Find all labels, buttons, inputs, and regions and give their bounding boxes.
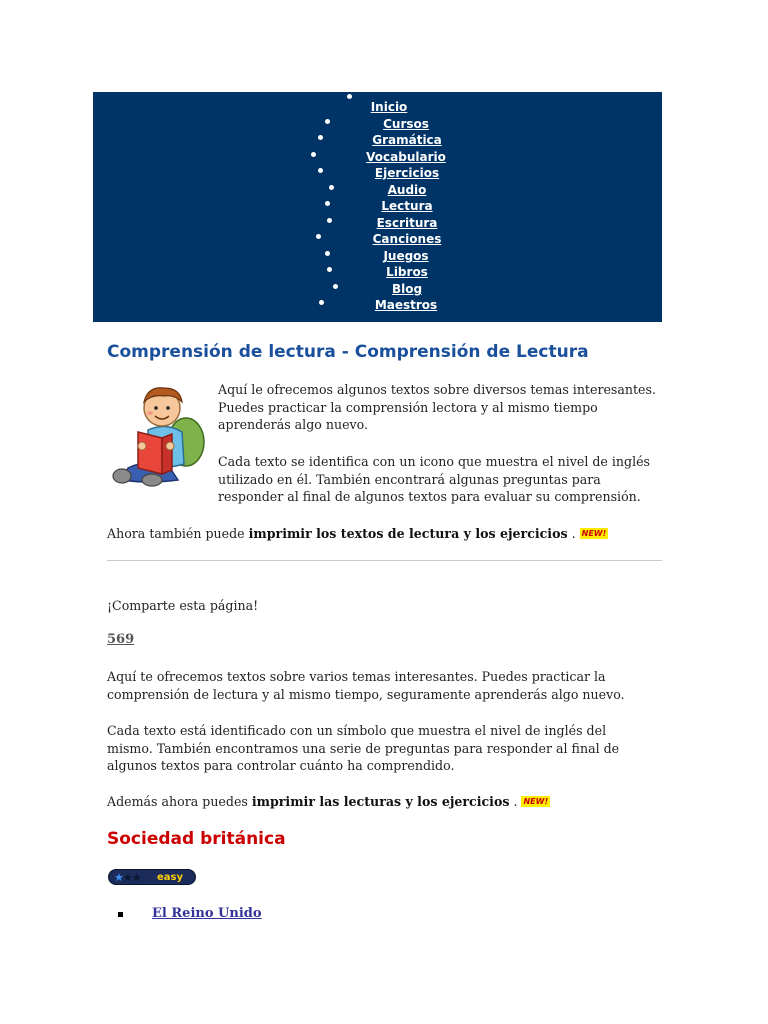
bullet-dot-icon — [319, 300, 324, 305]
bullet-dot-icon — [311, 152, 316, 157]
star-icon: ★ — [114, 871, 123, 884]
page-title: Comprensión de lectura - Comprensión de Lectura — [107, 342, 589, 362]
nav-item-9 — [93, 249, 662, 265]
nav-link[interactable]: Inicio — [370, 100, 408, 114]
bullet-dot-icon — [325, 251, 330, 256]
print-prefix: Ahora también puede — [107, 526, 249, 541]
section-title: Sociedad británica — [107, 829, 286, 849]
nav-item-7 — [93, 216, 662, 232]
bullet-dot-icon — [333, 284, 338, 289]
reading-boy-illustration — [108, 380, 212, 490]
new-badge: NEW! — [581, 529, 607, 538]
main-nav — [93, 92, 662, 322]
bullet-dot-icon — [329, 185, 334, 190]
nav-link[interactable]: Gramática — [372, 133, 442, 147]
print-link-text[interactable]: imprimir los textos de lectura y los ejercicios — [248, 526, 568, 541]
nav-link[interactable]: Lectura — [381, 199, 433, 213]
divider — [107, 560, 662, 561]
print-suffix: . — [567, 526, 576, 541]
bullet-dot-icon — [318, 135, 323, 140]
nav-item-5 — [93, 183, 662, 199]
level-label: easy — [157, 872, 184, 883]
body-paragraph-2: Cada texto está identificado con un símbolo que muestra el nivel de inglés del mismo. También encontramos una serie de preguntas para responder al final de algunos textos para controlar cuánto ha comprendido. — [107, 723, 620, 773]
nav-link[interactable]: Ejercicios — [374, 166, 440, 180]
bullet-dot-icon — [347, 94, 352, 99]
nav-link[interactable]: Canciones — [372, 232, 442, 246]
body-print-line — [107, 793, 662, 811]
nav-item-4 — [93, 166, 662, 182]
intro-print-line — [107, 525, 662, 543]
list-bullet — [118, 912, 123, 917]
nav-item-11 — [93, 282, 662, 298]
nav-link[interactable]: Juegos — [383, 249, 429, 263]
bullet-dot-icon — [327, 218, 332, 223]
level-stars-icon — [114, 870, 141, 885]
article-link-reino-unido[interactable]: El Reino Unido — [152, 906, 262, 921]
nav-item-2 — [93, 133, 662, 149]
nav-link[interactable]: Maestros — [374, 298, 438, 312]
bullet-dot-icon — [325, 201, 330, 206]
body-paragraph-1: Aquí te ofrecemos textos sobre varios temas interesantes. Puedes practicar la comprensión de lectura y al mismo tiempo, seguramente aprenderás algo nuevo. — [107, 669, 625, 702]
nav-item-10 — [93, 265, 662, 281]
nav-link[interactable]: Vocabulario — [366, 150, 446, 164]
print-link-text[interactable]: imprimir las lecturas y los ejercicios — [251, 794, 510, 809]
new-badge: NEW! — [523, 797, 549, 806]
print-prefix: Además ahora puedes — [107, 794, 252, 809]
nav-item-8 — [93, 232, 662, 248]
nav-link[interactable]: Escritura — [376, 216, 438, 230]
nav-link[interactable]: Audio — [387, 183, 427, 197]
bullet-dot-icon — [325, 119, 330, 124]
print-suffix: . — [509, 794, 518, 809]
nav-item-0 — [93, 100, 662, 116]
intro-paragraph-2: Cada texto se identifica con un icono que muestra el nivel de inglés utilizado en él. También encontrará algunas preguntas para responder al final de algunos textos para evaluar su comprensión. — [218, 454, 651, 504]
nav-link[interactable]: Libros — [386, 265, 428, 279]
nav-link[interactable]: Cursos — [383, 117, 429, 131]
bullet-dot-icon — [318, 168, 323, 173]
star-icon: ★ — [122, 871, 132, 884]
level-badge — [108, 869, 196, 885]
bullet-dot-icon — [316, 234, 321, 239]
star-icon: ★ — [131, 871, 141, 884]
intro-paragraph-1: Aquí le ofrecemos algunos textos sobre diversos temas interesantes. Puedes practicar la comprensión lectora y al mismo tiempo aprenderás algo nuevo. — [218, 382, 656, 432]
nav-item-3 — [93, 150, 662, 166]
nav-item-6 — [93, 199, 662, 215]
share-count[interactable]: 569 — [107, 632, 135, 647]
bullet-dot-icon — [327, 267, 332, 272]
nav-item-12 — [93, 298, 662, 314]
share-label: ¡Comparte esta página! — [107, 598, 259, 613]
nav-link[interactable]: Blog — [391, 282, 423, 296]
nav-item-1 — [93, 117, 662, 133]
